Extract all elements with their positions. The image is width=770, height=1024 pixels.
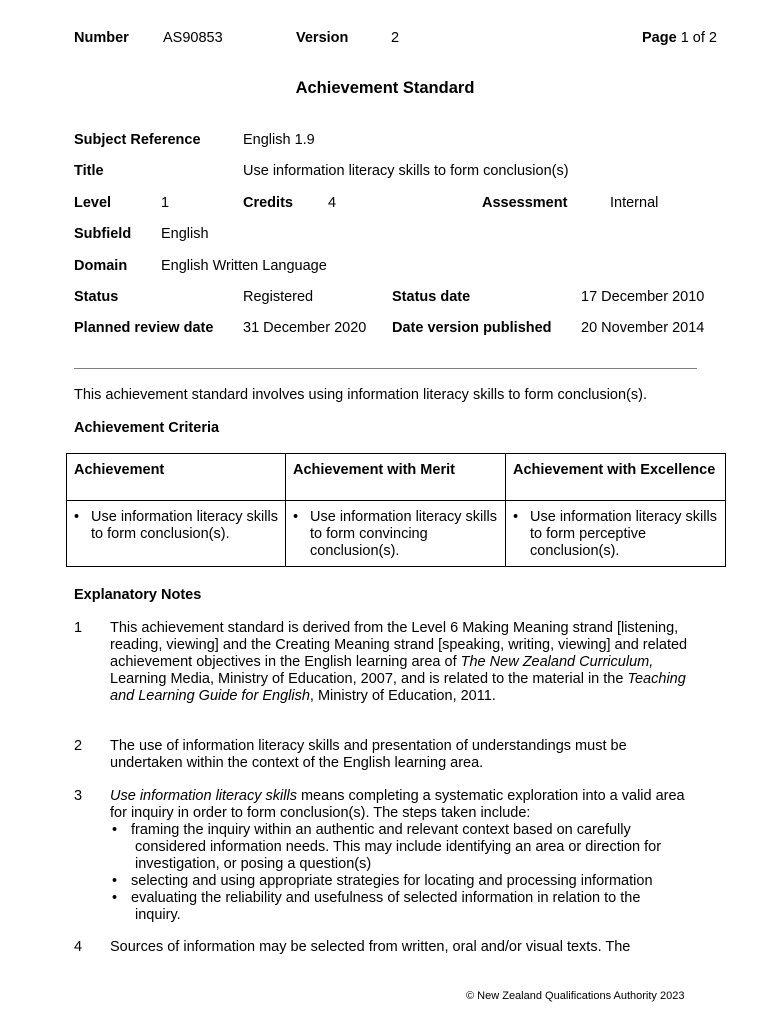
notes-heading: Explanatory Notes (74, 587, 202, 603)
bullet-icon: • (513, 509, 519, 525)
criteria-excellence-text: Use information literacy skills to form perceptive conclusion(s). (530, 509, 717, 559)
criteria-header-merit: Achievement with Merit (286, 454, 506, 501)
bullet-icon: • (112, 873, 118, 889)
criteria-achievement-text: Use information literacy skills to form conclusion(s). (91, 509, 278, 542)
note-3-text: Use information literacy skills means completing a systematic exploration into a valid area for inquiry in order to form conclusion(s). The steps taken include: • framing the inquiry within an authentic and relevant context based on carefully considered information needs. This may include identifying an area or direction for investigation, or posing a question(s) • selecting and using appropriate strategies for locating and processing information • evaluating the reliability and usefulness of selected information in relation to the inquiry. (110, 788, 700, 924)
page-value: 1 of 2 (680, 30, 717, 46)
title-value: Use information literacy skills to form conclusion(s) (243, 163, 569, 179)
bullet-icon: • (112, 890, 118, 906)
bullet-icon: • (293, 509, 299, 525)
note-number: 4 (74, 939, 83, 955)
criteria-header-achievement: Achievement (67, 454, 286, 501)
note-number: 2 (74, 738, 83, 754)
domain-value: English Written Language (161, 258, 327, 274)
note-3-bullet: • framing the inquiry within an authentic and relevant context based on carefully considered information needs. This may include identifying an area or direction for investigation, or posing a question(s) (112, 822, 662, 872)
status-date-value: 17 December 2010 (581, 289, 705, 305)
version-label: Version (296, 30, 349, 46)
date-published-value: 20 November 2014 (581, 320, 705, 336)
criteria-body-row (67, 501, 726, 567)
document-title: Achievement Standard (295, 79, 475, 97)
note-number: 3 (74, 788, 83, 804)
page-label: Page (642, 30, 677, 46)
criteria-heading: Achievement Criteria (74, 420, 220, 436)
credits-value: 4 (328, 195, 337, 211)
note-2-text: The use of information literacy skills and presentation of understandings must be undertaken within the context of the English learning area. (110, 738, 627, 771)
title-label: Title (74, 163, 104, 179)
note-3-term: Use information literacy skills (110, 788, 297, 804)
status-label: Status (74, 289, 119, 305)
criteria-merit-text: Use information literacy skills to form convincing conclusion(s). (310, 509, 497, 559)
bullet-icon: • (112, 822, 118, 838)
page-indicator (642, 30, 717, 47)
number-label: Number (74, 30, 129, 46)
note-3-bullet: • evaluating the reliability and usefulness of selected information in relation to the inquiry. (112, 890, 641, 923)
subfield-label: Subfield (74, 226, 132, 242)
number-value: AS90853 (163, 30, 223, 46)
assessment-label: Assessment (482, 195, 568, 211)
copyright-footer: © New Zealand Qualifications Authority 2023 (466, 990, 685, 1002)
criteria-table (66, 453, 726, 567)
criteria-header-excellence: Achievement with Excellence (506, 454, 726, 501)
subfield-value: English (161, 226, 209, 242)
domain-label: Domain (74, 258, 128, 274)
date-published-label: Date version published (392, 320, 552, 336)
intro-text: This achievement standard involves using information literacy skills to form conclusion(s). (74, 387, 647, 403)
criteria-header-row (67, 454, 726, 501)
note-1-text: This achievement standard is derived from the Level 6 Making Meaning strand [listening, reading, viewing] and the Creating Meaning strand [speaking, writing, viewing] and related achievement objectives in the English learning area of The New Zealand Curriculum, Learning Media, Ministry of Education, 2007, and is related to the material in the Teaching and Learning Guide for English, Ministry of Education, 2011. (110, 620, 688, 704)
status-value: Registered (243, 289, 314, 305)
note-number: 1 (74, 620, 83, 636)
subject-reference-label: Subject Reference (74, 132, 201, 148)
version-value: 2 (391, 30, 400, 46)
criteria-cell-achievement (67, 501, 286, 567)
note-3-bullet: • selecting and using appropriate strategies for locating and processing information (112, 873, 653, 889)
planned-review-value: 31 December 2020 (243, 320, 367, 336)
criteria-cell-merit (286, 501, 506, 567)
status-date-label: Status date (392, 289, 471, 305)
credits-label: Credits (243, 195, 293, 211)
note-4-text: Sources of information may be selected from written, oral and/or visual texts. The (110, 939, 631, 955)
level-value: 1 (161, 195, 170, 211)
subject-reference-value: English 1.9 (243, 132, 315, 148)
criteria-cell-excellence (506, 501, 726, 567)
assessment-value: Internal (610, 195, 659, 211)
bullet-icon: • (74, 509, 80, 525)
divider (74, 368, 697, 369)
planned-review-label: Planned review date (74, 320, 214, 336)
level-label: Level (74, 195, 112, 211)
